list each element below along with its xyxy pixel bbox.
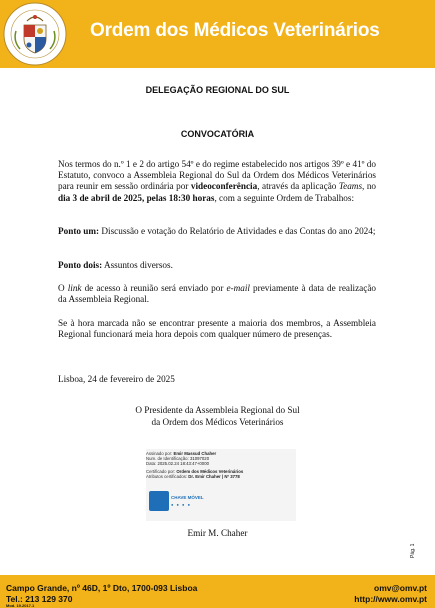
- signer-name: Emir M. Chaher: [187, 528, 248, 538]
- intro-bold-2: dia 3 de abril de 2025, pelas 18:30 horas: [58, 192, 215, 203]
- link-text-b: de acesso à reunião será enviado por: [81, 283, 227, 293]
- agenda-point-two: [58, 260, 376, 271]
- stamp-attributes: [146, 474, 240, 479]
- intro-text-1: Nos termos do n.º 1 e 2 do artigo 54º e do regime estabelecido nos artigos 39º e 41º do Estatuto, convoco a Assembleia Regional do Sul da Ordem dos Médicos Veterinários para reunir em sessão ordinária por: [58, 159, 376, 192]
- agenda-point-one: [58, 226, 376, 237]
- chave-movel-text: CHAVE MÓVEL: [171, 495, 204, 500]
- stamp-label: Certificado por:: [146, 469, 176, 474]
- stamp-value: 31097020: [189, 456, 210, 461]
- document-title: CONVOCATÓRIA: [180, 129, 255, 139]
- stamp-label: Data:: [146, 461, 157, 466]
- organization-title: Ordem dos Médicos Veterinários: [90, 20, 380, 41]
- intro-text-4: , com a seguinte Ordem de Trabalhos:: [214, 192, 355, 203]
- link-paragraph: [58, 283, 376, 305]
- footer-email[interactable]: omv@omv.pt: [374, 583, 427, 593]
- intro-italic-1: Teams: [338, 181, 363, 192]
- stamp-label: Num. de Identificação:: [146, 456, 189, 461]
- point-one-text: Discussão e votação do Relatório de Atividades e das Contas do ano 2024;: [99, 226, 376, 236]
- chave-movel-logo: [149, 489, 204, 517]
- footer-website[interactable]: http://www.omv.pt: [354, 594, 427, 604]
- footer-address: Campo Grande, nº 46D, 1º Dto, 1700-093 Lisboa: [6, 583, 198, 593]
- email-italic: e-mail: [226, 283, 250, 293]
- header-banner: [0, 0, 435, 68]
- intro-bold-1: videoconferência: [190, 181, 258, 192]
- footer-form-code: Mod. 19.2017.1: [6, 603, 35, 608]
- quorum-paragraph: Se à hora marcada não se encontrar presente a maioria dos membros, a Assembleia Regional funcionará meia hora depois com qualquer número de presenças.: [58, 318, 376, 340]
- intro-paragraph: [58, 159, 376, 204]
- intro-text-2: , através da aplicação: [257, 181, 339, 192]
- section-title: DELEGAÇÃO REGIONAL DO SUL: [145, 85, 290, 95]
- stamp-value: Ordem dos Médicos Veterinários: [176, 469, 244, 474]
- stamp-value: Emir Massud Chaher: [173, 451, 217, 456]
- point-one-label: Ponto um:: [58, 226, 100, 236]
- point-two-label: Ponto dois:: [58, 260, 103, 270]
- link-italic: link: [67, 283, 82, 293]
- stamp-value: Dr. Emir Chaher | Nº 3778: [188, 474, 240, 479]
- footer-bar: [0, 575, 435, 608]
- crest-seal-icon: [2, 1, 68, 67]
- stamp-date: [146, 461, 209, 466]
- place-date: Lisboa, 24 de fevereiro de 2025: [58, 374, 175, 384]
- stamp-label: Atributos certificados:: [146, 474, 188, 479]
- stamp-value: 2025.02.24 18:43:47+0000: [157, 461, 209, 466]
- point-two-text: Assuntos diversos.: [102, 260, 173, 270]
- link-text-a: O: [58, 283, 68, 293]
- digital-signature-stamp: [146, 449, 296, 521]
- chave-movel-icon: [149, 491, 169, 511]
- footer-phone: Tel.: 213 129 370: [6, 594, 73, 604]
- signature-role-line-2: da Ordem dos Médicos Veterinários: [151, 417, 284, 427]
- signature-role-line-1: O Presidente da Assembleia Regional do Sul: [135, 405, 300, 415]
- chave-movel-dots: ● ● ● ●: [171, 502, 191, 507]
- intro-text-3: , no: [362, 181, 377, 192]
- link-text-c: previamente à data de realização da Assembleia Regional.: [58, 283, 377, 305]
- stamp-label: Assinado por:: [146, 451, 173, 456]
- page-number: Pág. 1: [410, 543, 416, 558]
